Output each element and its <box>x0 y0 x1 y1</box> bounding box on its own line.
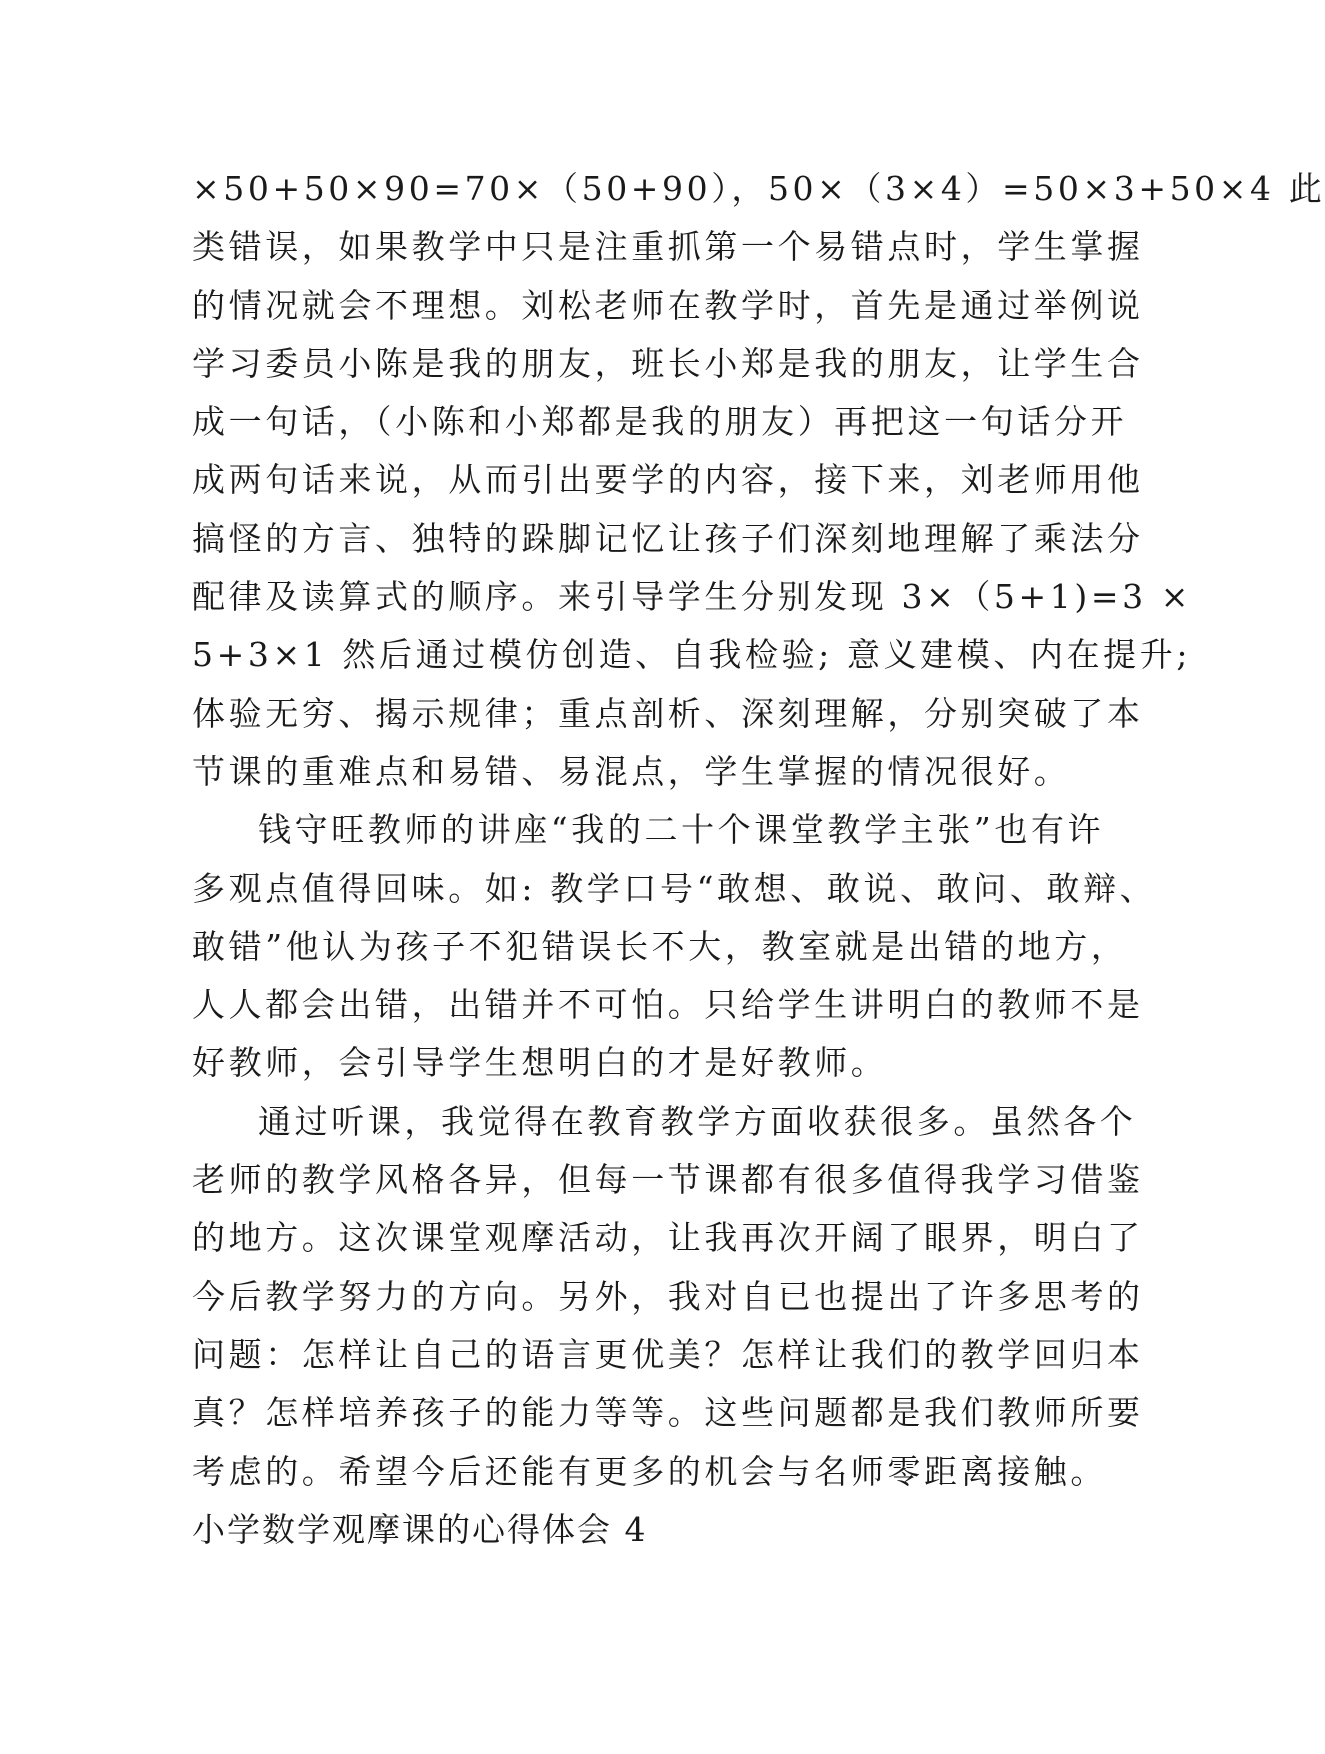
text-line: 成一句话，（小陈和小郑都是我的朋友）再把这一句话分开 <box>192 402 1128 442</box>
text-line: 好教师，会引导学生想明白的才是好教师。 <box>192 1043 888 1083</box>
section-heading: 小学数学观摩课的心得体会 4 <box>192 1509 648 1549</box>
text-line: 多观点值得回味。如: 教学口号“敢想、敢说、敢问、敢辩、 <box>192 868 1157 908</box>
text-line: 体验无穷、揭示规律；重点剖析、深刻理解，分别突破了本 <box>192 693 1144 733</box>
text-line: 的情况就会不理想。刘松老师在教学时，首先是通过举例说 <box>192 285 1144 325</box>
text-line: 配律及读算式的顺序。来引导学生分别发现 3×（5+1)=3 × <box>192 577 1193 617</box>
text-line: ×50+50×90=70×（50+90），50×（3×4）=50×3+50×4 此 <box>192 169 1325 208</box>
text-line: 5+3×1 然后通过模仿创造、自我检验; 意义建模、内在提升; <box>192 635 1192 675</box>
text-line: 学习委员小陈是我的朋友，班长小郑是我的朋友，让学生合 <box>192 343 1144 383</box>
text-line: 的地方。这次课堂观摩活动，让我再次开阔了眼界，明白了 <box>192 1218 1144 1258</box>
text-line: 搞怪的方言、独特的跺脚记忆让孩子们深刻地理解了乘法分 <box>192 518 1144 558</box>
document-body <box>192 160 1325 1559</box>
paragraph-first-line: 通过听课，我觉得在教育教学方面收获很多。虽然各个 <box>258 1101 1137 1141</box>
text-line: 问题：怎样让自己的语言更优美？怎样让我们的教学回归本 <box>192 1334 1144 1374</box>
text-line: 节课的重难点和易错、易混点，学生掌握的情况很好。 <box>192 751 1071 791</box>
text-line: 成两句话来说，从而引出要学的内容，接下来，刘老师用他 <box>192 460 1144 500</box>
text-line: 考虑的。希望今后还能有更多的机会与名师零距离接触。 <box>192 1451 1107 1491</box>
text-line: 今后教学努力的方向。另外，我对自已也提出了许多思考的 <box>192 1276 1144 1316</box>
text-line: 人人都会出错，出错并不可怕。只给学生讲明白的教师不是 <box>192 985 1144 1025</box>
text-line: 类错误，如果教学中只是注重抓第一个易错点时，学生掌握 <box>192 227 1144 267</box>
paragraph-first-line: 钱守旺教师的讲座“我的二十个课堂教学主张”也有许 <box>258 810 1105 850</box>
text-line: 敢错”他认为孩子不犯错误长不大，教室就是出错的地方， <box>192 926 1128 966</box>
text-line: 老师的教学风格各异，但每一节课都有很多值得我学习借鉴 <box>192 1160 1144 1200</box>
text-line: 真？怎样培养孩子的能力等等。这些问题都是我们教师所要 <box>192 1393 1144 1433</box>
